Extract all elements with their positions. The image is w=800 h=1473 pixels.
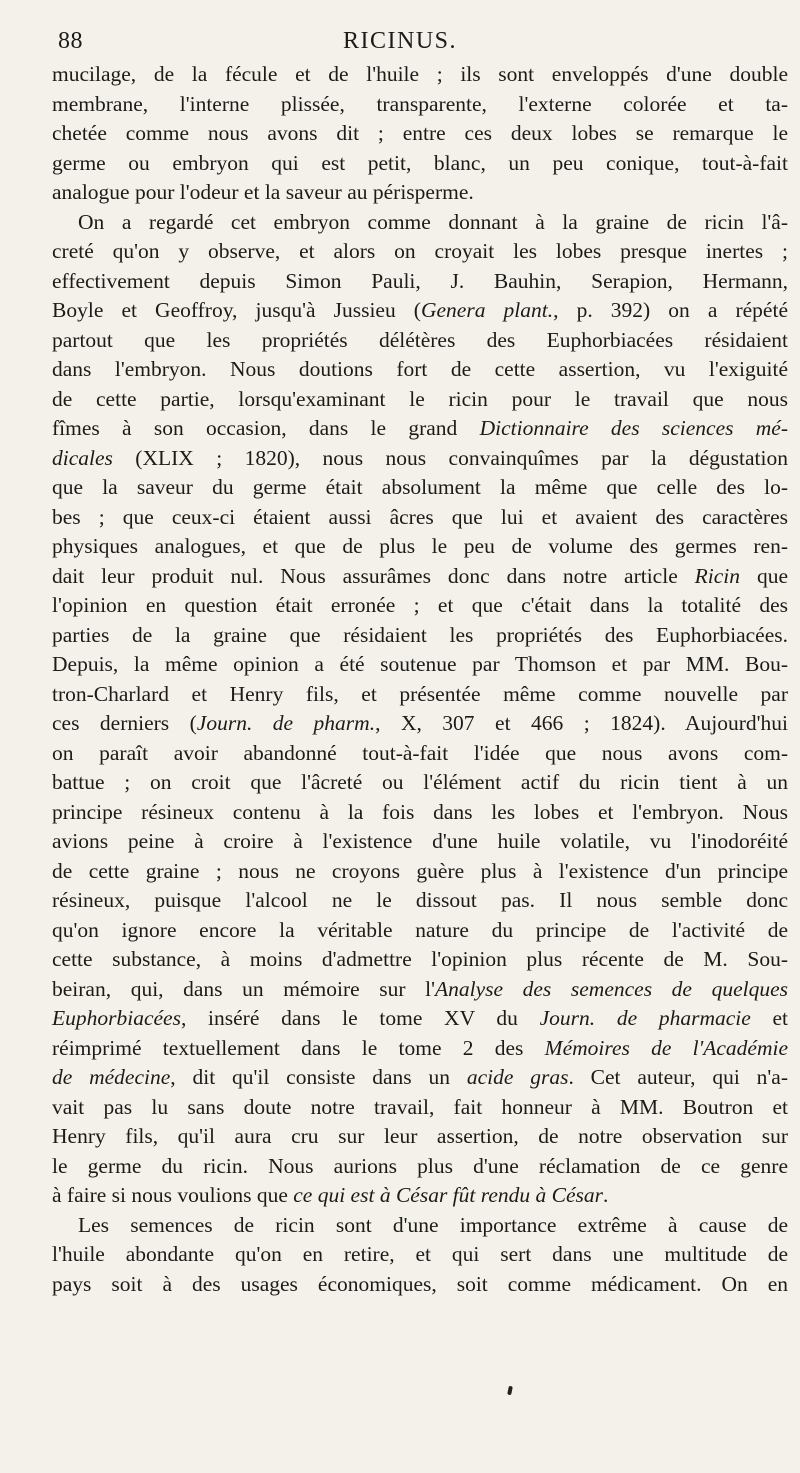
text-line: On a regardé cet embryon comme donnant à la graine de ricin l'â- — [78, 209, 788, 234]
text-line: pays soit à des usages économiques, soit comme médicament. On en — [52, 1271, 788, 1296]
text-line: qu'on ignore encore la véritable nature du principe de l'activité de — [52, 917, 788, 942]
text-line: membrane, l'interne plissée, transparente, l'externe colorée et ta- — [52, 91, 788, 116]
text-line: Depuis, la même opinion a été soutenue par Thomson et par MM. Bou- — [52, 652, 788, 676]
text-line: analogue pour l'odeur et la saveur au périsperme. — [52, 180, 474, 204]
text-line: beiran, qui, dans un mémoire sur l'Analyse des semences de quelques — [52, 976, 788, 1001]
text-line: bes ; que ceux-ci étaient aussi âcres que lui et avaient des caractères — [52, 504, 788, 529]
text-line: de cette graine ; nous ne croyons guère plus à l'existence d'un principe — [52, 858, 788, 883]
text-line: avions peine à croire à l'existence d'une huile volatile, vu l'inodoréité — [52, 829, 788, 853]
text-line: Les semences de ricin sont d'une importance extrême à cause de — [78, 1212, 788, 1237]
page-header — [52, 20, 748, 60]
text-line: que la saveur du germe était absolument la même que celle des lo- — [52, 475, 788, 499]
text-line: tron-Charlard et Henry fils, et présentée même comme nouvelle par — [52, 681, 788, 706]
text-line: physiques analogues, et que de plus le peu de volume des germes ren- — [52, 534, 788, 558]
text-line: ces derniers (Journ. de pharm., X, 307 et 466 ; 1824). Aujourd'hui — [52, 711, 788, 735]
text-line: dans l'embryon. Nous doutions fort de cette assertion, vu l'exiguité — [52, 357, 788, 381]
text-line: Boyle et Geoffroy, jusqu'à Jussieu (Genera plant., p. 392) on a répété — [52, 298, 788, 322]
text-line: chetée comme nous avons dit ; entre ces deux lobes se remarque le — [52, 121, 788, 145]
text-line: dicales (XLIX ; 1820), nous nous convainquîmes par la dégustation — [52, 445, 788, 470]
running-title: RICINUS. — [342, 28, 457, 54]
text-line: fîmes à son occasion, dans le grand Dictionnaire des sciences mé- — [52, 416, 788, 440]
text-line: mucilage, de la fécule et de l'huile ; ils sont enveloppés d'une double — [52, 62, 788, 86]
ink-speck — [507, 1386, 513, 1396]
text-line: Euphorbiacées, inséré dans le tome XV du Journ. de pharmacie et — [52, 1006, 788, 1030]
text-line: parties de la graine que résidaient les propriétés des Euphorbiacées. — [52, 622, 788, 647]
text-line: on paraît avoir abandonné tout-à-fait l'idée que nous avons com- — [52, 740, 788, 765]
text-line: le germe du ricin. Nous aurions plus d'une réclamation de ce genre — [52, 1153, 788, 1178]
text-line: l'huile abondante qu'on en retire, et qui sert dans une multitude de — [52, 1242, 788, 1266]
text-line: cette substance, à moins d'admettre l'opinion plus récente de M. Sou- — [52, 947, 788, 971]
text-line: Henry fils, qu'il aura cru sur leur assertion, de notre observation sur — [52, 1124, 788, 1148]
text-line: de cette partie, lorsqu'examinant le ricin pour le travail que nous — [52, 386, 788, 411]
text-line: creté qu'on y observe, et alors on croyait les lobes presque inertes ; — [52, 239, 788, 263]
text-line: résineux, puisque l'alcool ne le dissout pas. Il nous semble donc — [52, 888, 788, 912]
text-line: germe ou embryon qui est petit, blanc, un peu conique, tout-à-fait — [52, 150, 788, 175]
text-line: effectivement depuis Simon Pauli, J. Bauhin, Serapion, Hermann, — [52, 268, 788, 293]
text-line: réimprimé textuellement dans le tome 2 des Mémoires de l'Académie — [52, 1035, 788, 1060]
body-text — [52, 60, 788, 1299]
text-line: principe résineux contenu à la fois dans les lobes et l'embryon. Nous — [52, 799, 788, 824]
page-number: 88 — [58, 28, 83, 54]
text-line: à faire si nous voulions que ce qui est à César fût rendu à César. — [52, 1183, 609, 1207]
text-line: partout que les propriétés délétères des Euphorbiacées résidaient — [52, 327, 788, 352]
text-line: de médecine, dit qu'il consiste dans un acide gras. Cet auteur, qui n'a- — [52, 1065, 788, 1089]
text-line: battue ; on croit que l'âcreté ou l'élément actif du ricin tient à un — [52, 770, 788, 794]
text-line: dait leur produit nul. Nous assurâmes donc dans notre article Ricin que — [52, 563, 788, 588]
text-line: l'opinion en question était erronée ; et que c'était dans la totalité des — [52, 593, 788, 617]
text-line: vait pas lu sans doute notre travail, fait honneur à MM. Boutron et — [52, 1094, 788, 1119]
